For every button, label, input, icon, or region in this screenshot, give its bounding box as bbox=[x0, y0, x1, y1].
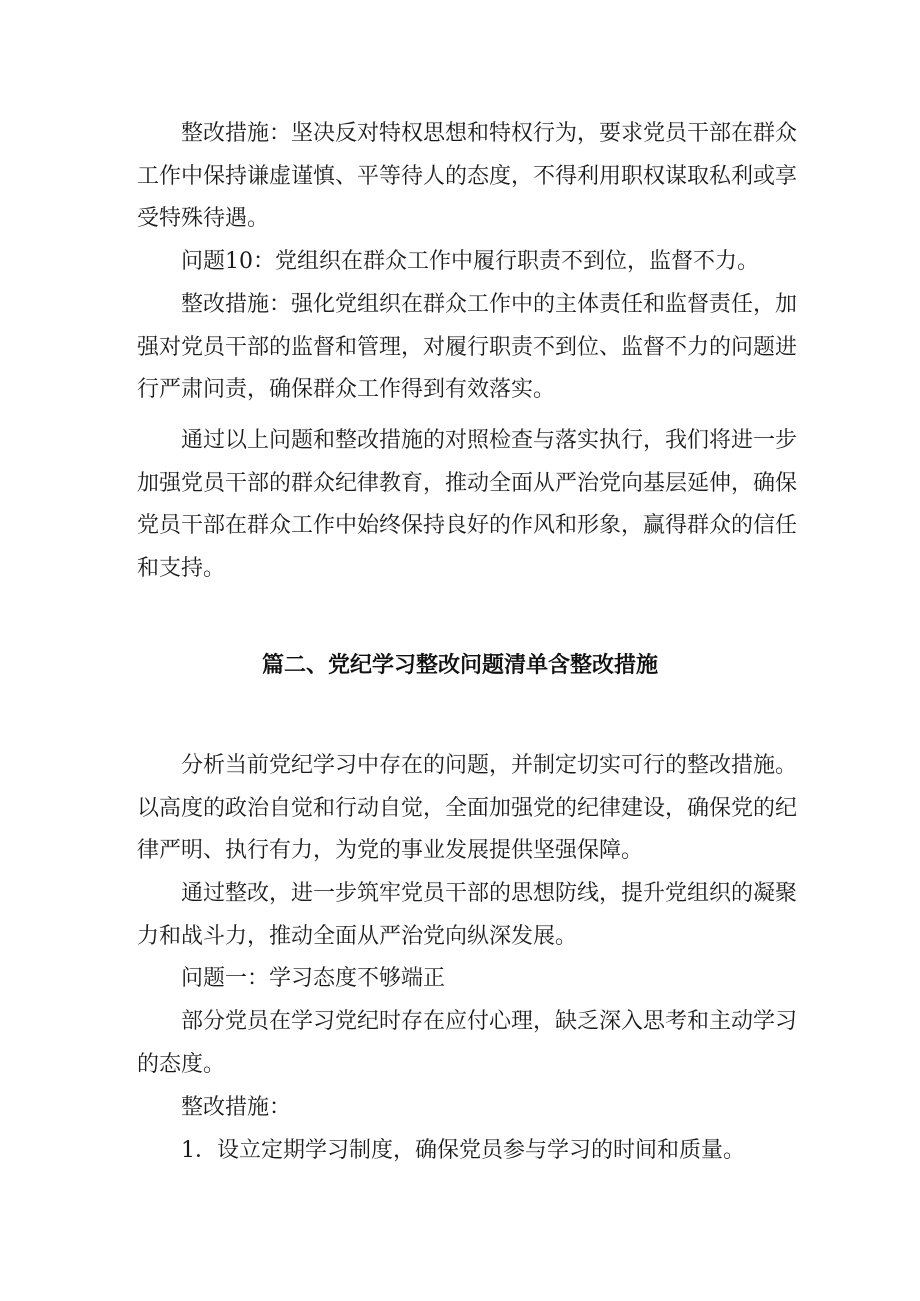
paragraph-problem-one-detail: 部分党员在学习党纪时存在应付心理，缺乏深入思考和主动学习的态度。 bbox=[137, 1009, 798, 1077]
paragraph-measure-privilege: 整改措施：坚决反对特权思想和特权行为，要求党员干部在群众工作中保持谦虚谨慎、平等待人的态度，不得利用职权谋取私利或享受特殊待遇。 bbox=[137, 121, 798, 231]
paragraph-measures-heading: 整改措施： bbox=[181, 1095, 292, 1120]
paragraph-measure-supervision: 整改措施：强化党组织在群众工作中的主体责任和监督责任，加强对党员干部的监督和管理，对履行职责不到位、监督不力的问题进行严肃问责，确保群众工作得到有效落实。 bbox=[137, 292, 798, 402]
section-title: 篇二、党纪学习整改问题清单含整改措施 bbox=[261, 653, 658, 678]
paragraph-measure-1: 1．设立定期学习制度，确保党员参与学习的时间和质量。 bbox=[181, 1138, 745, 1163]
paragraph-problem-one: 问题一：学习态度不够端正 bbox=[181, 966, 446, 991]
paragraph-goal: 通过整改，进一步筑牢党员干部的思想防线，提升党组织的凝聚力和战斗力，推动全面从严治党向纵深发展。 bbox=[137, 881, 798, 949]
paragraph-intro: 分析当前党纪学习中存在的问题，并制定切实可行的整改措施。以高度的政治自觉和行动自觉，全面加强党的纪律建设，确保党的纪律严明、执行有力，为党的事业发展提供坚强保障。 bbox=[137, 753, 798, 863]
paragraph-problem-10: 问题10：党组织在群众工作中履行职责不到位，监督不力。 bbox=[181, 249, 759, 274]
paragraph-conclusion: 通过以上问题和整改措施的对照检查与落实执行，我们将进一步加强党员干部的群众纪律教育，推动全面从严治党向基层延伸，确保党员干部在群众工作中始终保持良好的作风和形象，赢得群众的信任和支持。 bbox=[137, 428, 798, 581]
